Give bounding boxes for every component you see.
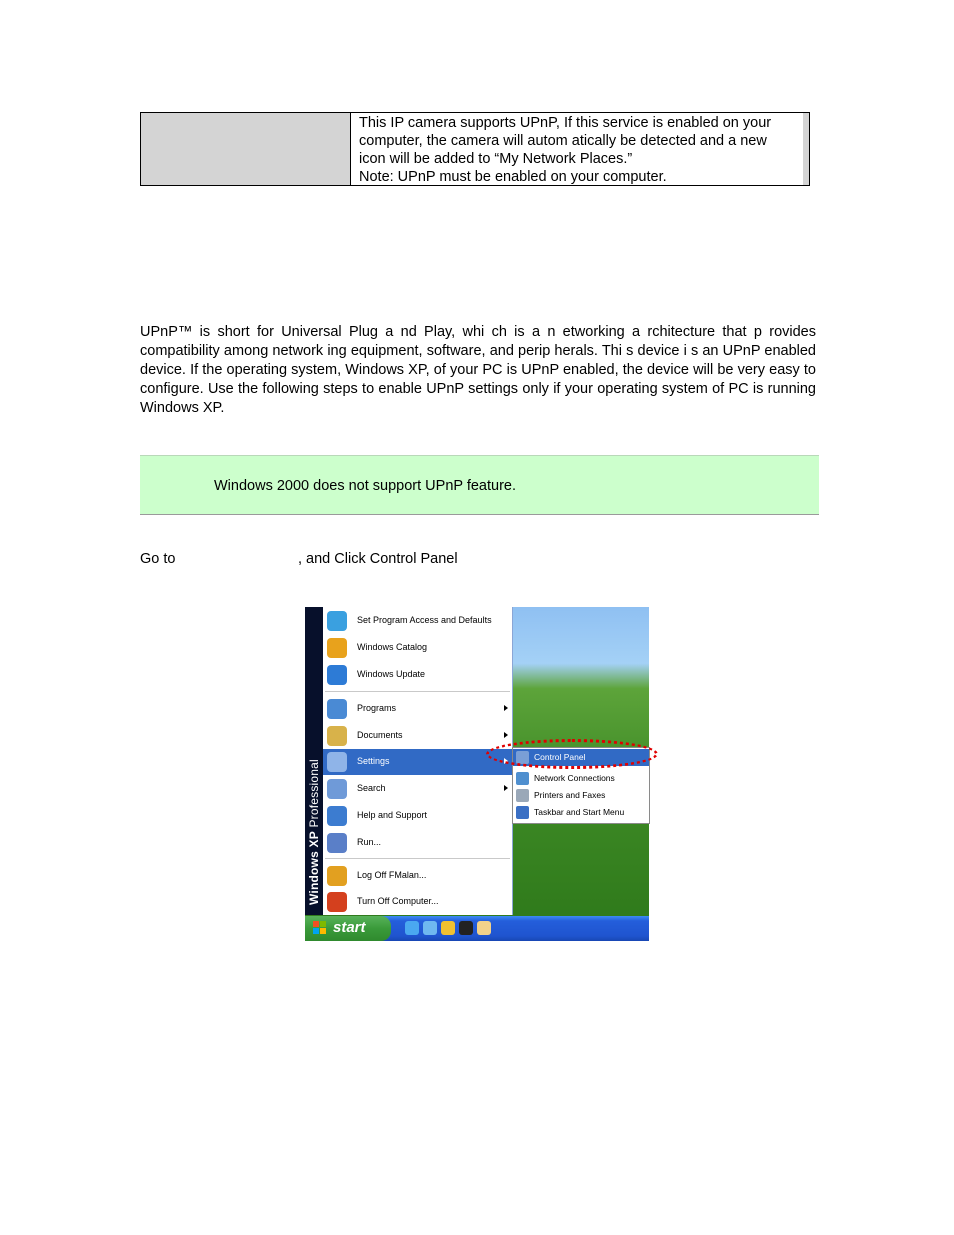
taskbar — [305, 916, 649, 941]
menu-separator — [325, 858, 510, 859]
info-table — [140, 112, 810, 186]
step-suffix: , and Click Control Panel — [298, 551, 458, 567]
start-menu-screenshot — [305, 607, 649, 941]
documents-icon — [327, 726, 347, 746]
program-access-icon — [327, 611, 347, 631]
menu-item-help-and-support[interactable] — [323, 803, 512, 829]
windows-catalog-icon — [327, 638, 347, 658]
menu-item-label: Windows Update — [357, 669, 426, 679]
search-icon — [327, 779, 347, 799]
menu-item-label: Settings — [357, 756, 390, 766]
upnp-description: This IP camera supports UPnP, If this service is enabled on your computer, the camera will autom atically be detected and a new icon will be added to “My Network Places.” — [359, 115, 772, 167]
menu-item-windows-catalog[interactable] — [323, 635, 512, 661]
menu-item-programs[interactable] — [323, 696, 512, 722]
command-prompt-icon[interactable] — [459, 921, 473, 935]
menu-item-label: Windows Catalog — [357, 642, 428, 652]
control-panel-highlight-ring — [486, 739, 658, 769]
note-text: Windows 2000 does not support UPnP feature. — [214, 478, 517, 494]
network-connections-icon — [516, 772, 529, 785]
table-label-cell — [141, 113, 351, 185]
menu-item-settings[interactable] — [323, 749, 512, 775]
upnp-intro-paragraph: UPnP™ is short for Universal Plug a nd Play, whi ch is a n etworking a rchitecture that p rovides compatibility among network ing equipment, software, and perip herals. Thi s device i s an UPnP enabled device. If the operating system, Windows XP, of your PC is UPnP enabled, the device will be very easy to configure. Use the following steps to enable UPnP settings only if your operating system of PC is running Windows XP. — [140, 324, 816, 416]
upnp-note: Note: UPnP must be enabled on your computer. — [359, 169, 667, 185]
sidebar-branding: Windows XP Professional — [307, 759, 321, 905]
internet-explorer-icon[interactable] — [405, 921, 419, 935]
menu-item-run[interactable] — [323, 830, 512, 856]
menu-item-log-off[interactable] — [323, 863, 512, 889]
note-box — [140, 455, 819, 515]
submenu-arrow-icon — [504, 732, 508, 738]
submenu-arrow-icon — [504, 785, 508, 791]
menu-separator — [325, 691, 510, 692]
cursor-tool-icon[interactable] — [477, 921, 491, 935]
menu-item-turn-off[interactable] — [323, 889, 512, 915]
menu-item-label: Run... — [357, 837, 382, 847]
table-description-cell — [351, 113, 809, 185]
start-label: start — [333, 919, 366, 936]
submenu-item-taskbar-and-start-menu[interactable] — [513, 804, 649, 821]
media-player-icon[interactable] — [441, 921, 455, 935]
start-menu — [323, 607, 513, 915]
windows-update-icon — [327, 665, 347, 685]
start-button[interactable] — [305, 916, 391, 941]
submenu-item-label: Taskbar and Start Menu — [534, 807, 625, 817]
menu-item-search[interactable] — [323, 776, 512, 802]
menu-item-label: Set Program Access and Defaults — [357, 615, 492, 625]
log-off-icon — [327, 866, 347, 886]
turn-off-icon — [327, 892, 347, 912]
menu-item-label: Programs — [357, 703, 397, 713]
help-icon — [327, 806, 347, 826]
submenu-item-label: Control Panel — [534, 752, 586, 762]
menu-item-label: Help and Support — [357, 810, 428, 820]
taskbar-icon — [516, 806, 529, 819]
programs-icon — [327, 699, 347, 719]
menu-item-set-program-access[interactable] — [323, 608, 512, 634]
menu-item-label: Turn Off Computer... — [357, 896, 439, 906]
printers-icon — [516, 789, 529, 802]
settings-icon — [327, 752, 347, 772]
menu-item-documents[interactable] — [323, 723, 512, 749]
outlook-express-icon[interactable] — [423, 921, 437, 935]
run-icon — [327, 833, 347, 853]
menu-item-label: Log Off FMalan... — [357, 870, 427, 880]
submenu-item-network-connections[interactable] — [513, 770, 649, 787]
menu-item-label: Documents — [357, 730, 403, 740]
step-prefix: Go to — [140, 551, 176, 567]
submenu-item-label: Network Connections — [534, 773, 615, 783]
submenu-item-label: Printers and Faxes — [534, 790, 606, 800]
start-menu-sidebar — [305, 607, 323, 915]
menu-item-label: Search — [357, 783, 386, 793]
submenu-arrow-icon — [504, 705, 508, 711]
menu-item-windows-update[interactable] — [323, 662, 512, 688]
windows-flag-icon — [313, 921, 327, 935]
submenu-item-printers-and-faxes[interactable] — [513, 787, 649, 804]
